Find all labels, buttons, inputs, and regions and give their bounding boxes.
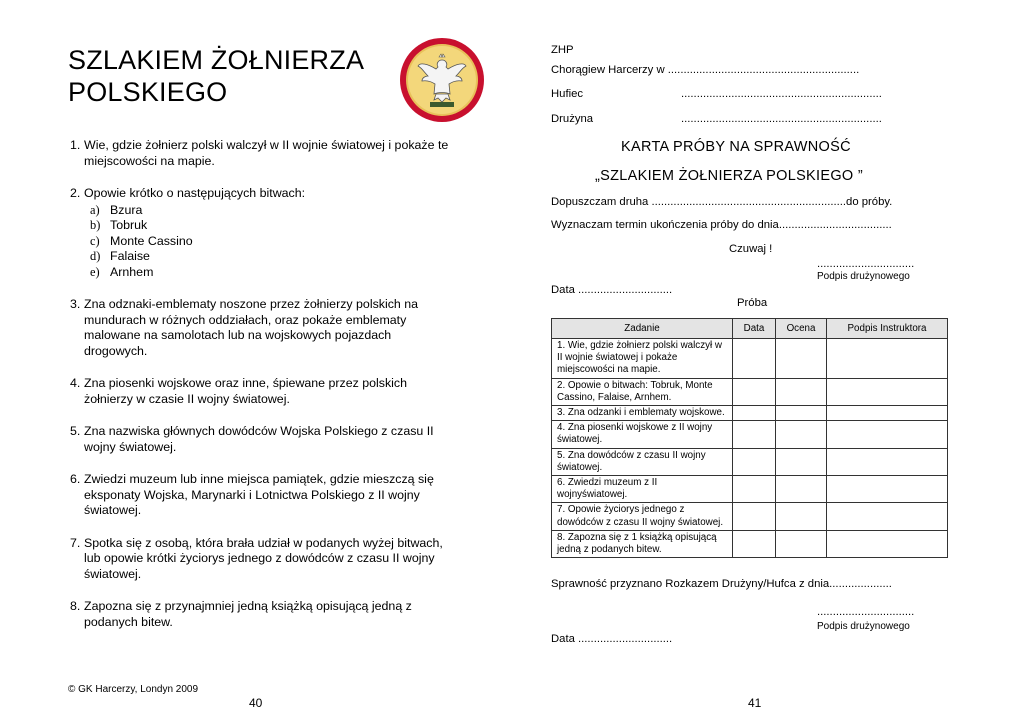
hufiec-label: Hufiec	[551, 88, 584, 100]
signature-label-2: Podpis drużynowego	[817, 621, 910, 632]
col-header-signature: Podpis Instruktora	[827, 319, 948, 339]
czuwaj-text: Czuwaj !	[729, 243, 773, 255]
page-title	[68, 44, 364, 108]
choragiew-line: Chorągiew Harcerzy w .............................................................	[551, 64, 860, 76]
table-row: 8. Zapozna się z 1 książką opisującą jedną z podanych bitew.	[552, 530, 948, 557]
list-item: 1. Wie, gdzie żołnierz polski walczył w II wojnie światowej i pokaże te miejscowości na mapie.	[70, 138, 449, 168]
table-row: 2. Opowie o bitwach: Tobruk, Monte Cassino, Falaise, Arnhem.	[552, 378, 948, 405]
requirements-list	[70, 138, 450, 647]
signature-dots-2: ...............................	[817, 606, 915, 618]
battle-item: c) Monte Cassino	[90, 233, 193, 248]
date-line-1: Data ..............................	[551, 284, 673, 296]
signature-label-1: Podpis drużynowego	[817, 271, 910, 282]
table-row: 1. Wie, gdzie żołnierz polski walczył w II wojnie światowej i pokaże miejscowości na mapie.	[552, 339, 948, 379]
copyright-notice: © GK Harcerzy, Londyn 2009	[68, 684, 199, 695]
signature-dots-1: ...............................	[817, 258, 915, 270]
col-header-task: Zadanie	[552, 319, 733, 339]
title-line-1: SZLAKIEM ŻOŁNIERZA	[68, 45, 365, 75]
list-item: 4. Zna piosenki wojskowe oraz inne, śpiewane przez polskich żołnierzy w czasie II wojny światowej.	[70, 376, 408, 406]
battle-item: d) Falaise	[90, 249, 150, 263]
battles-sublist	[84, 203, 450, 281]
page-number-left: 40	[249, 696, 263, 710]
col-header-grade: Ocena	[776, 319, 827, 339]
col-header-date: Data	[733, 319, 776, 339]
list-item: 2. Opowie krótko o następujących bitwach: a) Bzura b) Tobruk c) Monte Cassino d) Falaise e) Arnhem	[70, 186, 450, 280]
table-row: 3. Zna odzanki i emblematy wojskowe.	[552, 406, 948, 421]
druzyna-dots: ................................................................	[681, 113, 882, 125]
title-line-2: POLSKIEGO	[68, 77, 228, 107]
deadline-line: Wyznaczam termin ukończenia próby do dnia....................................	[551, 219, 892, 231]
table-header-row	[552, 319, 948, 339]
list-item: 7. Spotka się z osobą, która brała udział w podanych wyżej bitwach, lub opowie krótki życiorys jednego z dowódców z czasu II wojny światowej.	[70, 535, 443, 581]
hufiec-dots: ................................................................	[681, 88, 882, 100]
org-label: ZHP	[551, 44, 574, 56]
trial-table	[551, 318, 948, 558]
date-line-2: Data ..............................	[551, 633, 673, 645]
list-item: 8. Zapozna się z przynajmniej jedną książką opisującą jedną z podanych bitew.	[70, 599, 412, 629]
list-item: 5. Zna nazwiska głównych dowódców Wojska Polskiego z czasu II wojny światowej.	[70, 424, 434, 454]
table-row: 4. Zna piosenki wojskowe z II wojny światowej.	[552, 421, 948, 448]
admit-line: Dopuszczam druha ..............................................................do próby.	[551, 196, 893, 208]
battle-item: a) Bzura	[90, 202, 143, 217]
awarded-line: Sprawność przyznano Rozkazem Drużyny/Hufca z dnia....................	[551, 578, 892, 590]
table-row: 5. Zna dowódców z czasu II wojny światowej.	[552, 448, 948, 475]
table-row: 6. Zwiedzi muzeum z II wojnyświatowej.	[552, 476, 948, 503]
page-number-right: 41	[748, 696, 762, 710]
battle-item: e) Arnhem	[90, 264, 154, 279]
battle-item: b) Tobruk	[90, 218, 148, 232]
list-item: 6. Zwiedzi muzeum lub inne miejsca pamiątek, gdzie mieszczą się eksponaty Wojska, Marynarki i Lotnictwa Polskiego z II wojny światowej.	[70, 472, 434, 517]
proba-label: Próba	[737, 297, 768, 309]
card-title: KARTA PRÓBY NA SPRAWNOŚĆ	[621, 139, 851, 155]
druzyna-label: Drużyna	[551, 113, 594, 125]
list-item: 3. Zna odznaki-emblematy noszone przez żołnierzy polskich na mundurach w różnych oddziałach, oraz pokaże emblematy malowane na samolotach lub na wojskowych pojazdach drogowych.	[70, 297, 419, 358]
card-subtitle: „SZLAKIEM ŻOŁNIERZA POLSKIEGO ”	[595, 168, 863, 184]
polish-army-eagle-emblem-icon	[398, 36, 486, 124]
table-row: 7. Opowie życiorys jednego z dowódców z czasu II wojny światowej.	[552, 503, 948, 530]
